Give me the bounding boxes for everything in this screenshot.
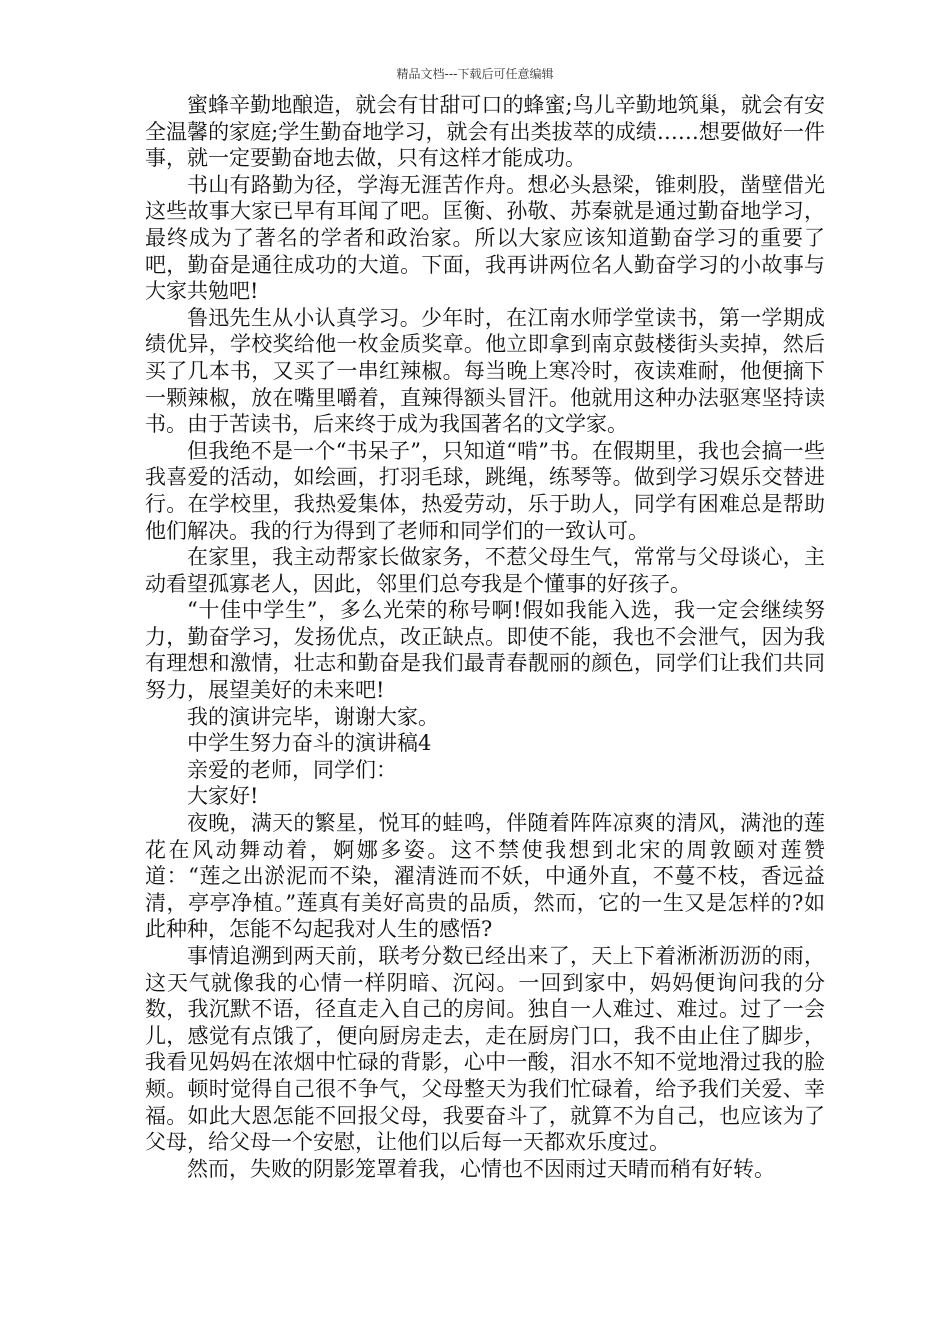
salutation: 亲爱的老师，同学们： xyxy=(187,757,397,782)
paragraph: 鲁迅先生从小认真学习。少年时，在江南水师学堂读书，第一学期成绩优异，学校奖给他一枚金质奖章。他立即拿到南京鼓楼街头卖掉，然后买了几本书，又买了一串红辣椒。每当晚上寒冷时，夜读难耐，他便摘下一颗辣椒，放在嘴里嚼着，直辣得额头冒汗。他就用这种办法驱寒坚持读书。由于苦读书，后来终于成为我国著名的文学家。 xyxy=(145,305,825,437)
paragraph: 事情追溯到两天前，联考分数已经出来了，天上下着淅淅沥沥的雨，这天气就像我的心情一样阴暗、沉闷。一回到家中，妈妈便询问我的分数，我沉默不语，径直走入自己的房间。独自一人难过、难过。过了一会儿，感觉有点饿了，便向厨房走去，走在厨房门口，我不由止住了脚步，我看见妈妈在浓烟中忙碌的背影，心中一酸，泪水不知不觉地滑过我的脸颊。顿时觉得自己很不争气，父母整天为我们忙碌着，给予我们关爱、幸福。如此大恩怎能不回报父母，我要奋斗了，就算不为自己，也应该为了父母，给父母一个安慰，让他们以后每一天都欢乐度过。 xyxy=(145,944,825,1155)
paragraph: 然而，失败的阴影笼罩着我，心情也不因雨过天晴而稍有好转。 xyxy=(187,1156,775,1181)
greeting: 大家好! xyxy=(187,784,259,809)
paragraph: 书山有路勤为径，学海无涯苦作舟。想必头悬梁，锥刺股，凿壁借光这些故事大家已早有耳闻了吧。匡衡、孙敬、苏秦就是通过勤奋地学习，最终成为了著名的学者和政治家。所以大家应该知道勤奋学习的重要了吧，勤奋是通往成功的大道。下面，我再讲两位名人勤奋学习的小故事与大家共勉吧! xyxy=(145,172,825,304)
paragraph: 但我绝不是一个“书呆子”，只知道“啃”书。在假期里，我也会搞一些我喜爱的活动，如绘画，打羽毛球，跳绳，练琴等。做到学习娱乐交替进行。在学校里，我热爱集体，热爱劳动，乐于助人，同学有困难总是帮助他们解决。我的行为得到了老师和同学们的一致认可。 xyxy=(145,438,825,543)
paragraph: 夜晚，满天的繁星，悦耳的蛙鸣，伴随着阵阵凉爽的清风，满池的莲花在风动舞动着，婀娜多姿。这不禁使我想到北宋的周敦颐对莲赞道：“莲之出淤泥而不染，濯清涟而不妖，中通外直，不蔓不枝，香远益清，亭亭净植。”莲真有美好高贵的品质，然而，它的一生又是怎样的?如此种种，怎能不勾起我对人生的感悟? xyxy=(145,811,825,942)
paragraph: 在家里，我主动帮家长做家务，不惹父母生气，常常与父母谈心，主动看望孤寡老人，因此，邻里们总夸我是个懂事的好孩子。 xyxy=(145,545,825,596)
paragraph: “十佳中学生”，多么光荣的称号啊!假如我能入选，我一定会继续努力，勤奋学习，发扬优点，改正缺点。即使不能，我也不会泄气，因为我有理想和激情，壮志和勤奋是我们最青春靓丽的颜色，同学们让我们共同努力，展望美好的未来吧! xyxy=(145,598,825,703)
paragraph: 我的演讲完毕，谢谢大家。 xyxy=(187,704,439,729)
paragraph: 蜜蜂辛勤地酿造，就会有甘甜可口的蜂蜜;鸟儿辛勤地筑巢，就会有安全温馨的家庭;学生勤奋地学习，就会有出类拔萃的成绩……想要做好一件事，就一定要勤奋地去做，只有这样才能成功。 xyxy=(145,93,825,171)
section-title: 中学生努力奋斗的演讲稿4 xyxy=(187,731,432,756)
document-body xyxy=(145,92,825,1182)
page-header: 精品文档---下载后可任意编辑 xyxy=(396,67,554,81)
